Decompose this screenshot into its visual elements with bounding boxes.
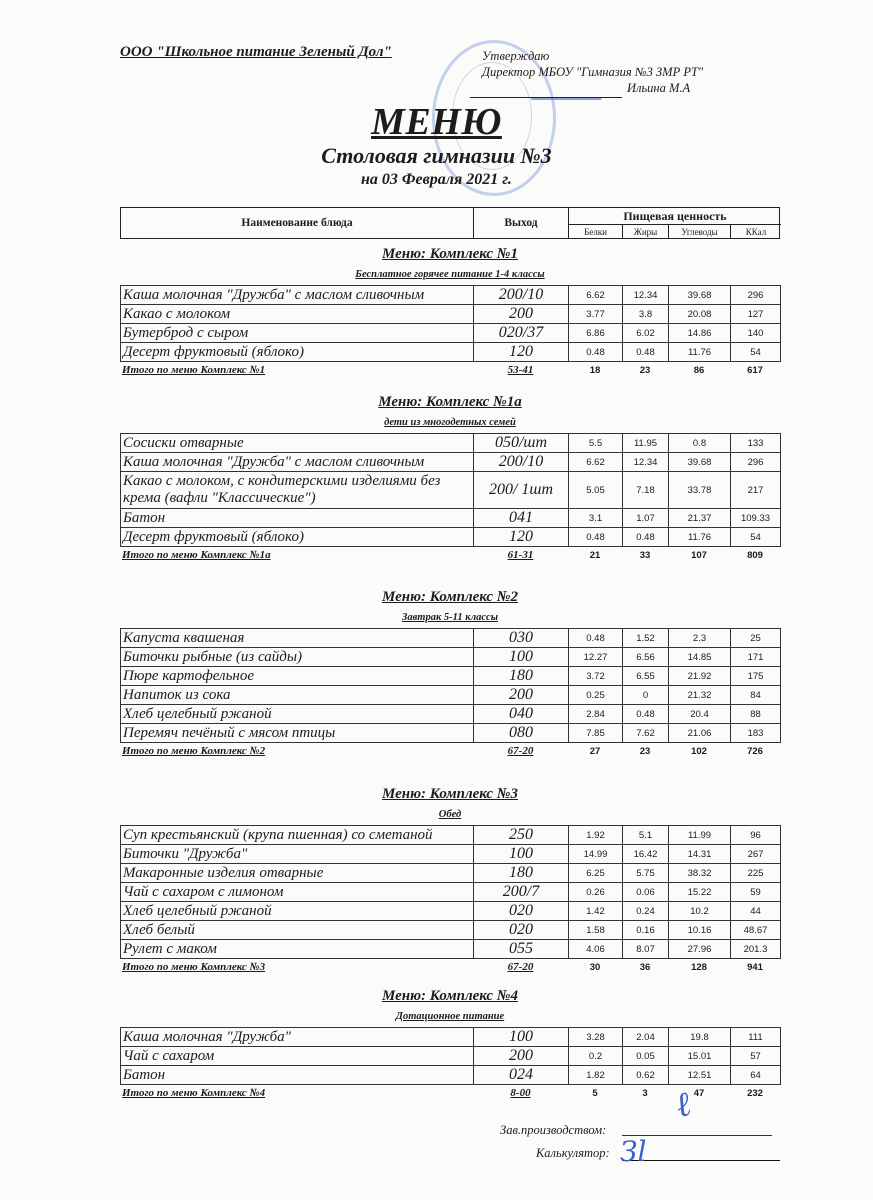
dish-name: Биточки "Дружба": [121, 845, 474, 864]
dish-kcal: 59: [731, 883, 781, 902]
dish-fats: 6.02: [623, 324, 669, 343]
total-fats: 23: [639, 364, 651, 376]
dish-proteins: 14.99: [569, 845, 623, 864]
dish-yield: 180: [474, 864, 569, 883]
dish-yield: 120: [474, 528, 569, 547]
section-subtitle: Завтрак 5-11 классы: [402, 612, 498, 623]
dish-yield: 030: [474, 629, 569, 648]
dish-carbs: 21.92: [669, 667, 731, 686]
dish-carbs: 19.8: [669, 1028, 731, 1047]
director-signature: [531, 78, 609, 100]
total-proteins: 27: [589, 745, 601, 757]
dish-kcal: 88: [731, 705, 781, 724]
total-fats: 3: [642, 1087, 648, 1099]
menu-table: [120, 433, 781, 547]
dish-proteins: 3.72: [569, 667, 623, 686]
dish-carbs: 2.3: [669, 629, 731, 648]
dish-name: Десерт фруктовый (яблоко): [121, 528, 474, 547]
dish-kcal: 84: [731, 686, 781, 705]
table-row: [121, 826, 781, 845]
dish-name: Каша молочная "Дружба": [121, 1028, 474, 1047]
dish-kcal: 64: [731, 1066, 781, 1085]
page-subtitle: Столовая гимназии №3: [321, 143, 552, 168]
dish-fats: 1.52: [623, 629, 669, 648]
table-row: [121, 705, 781, 724]
section-subtitle: Обед: [438, 809, 462, 820]
menu-table: [120, 285, 781, 362]
dish-fats: 7.18: [623, 472, 669, 509]
total-carbs: 86: [693, 364, 705, 376]
dish-kcal: 54: [731, 528, 781, 547]
dish-carbs: 21.32: [669, 686, 731, 705]
dish-carbs: 11.76: [669, 343, 731, 362]
dish-proteins: 1.92: [569, 826, 623, 845]
dish-carbs: 27.96: [669, 940, 731, 959]
dish-name: Какао с молоком, с кондитерскими изделиями без крема (вафли "Классические"): [121, 472, 474, 509]
production-head-signature: ℓ: [671, 1083, 696, 1127]
total-price: 61-31: [507, 549, 534, 561]
dish-fats: 0.24: [623, 902, 669, 921]
dish-kcal: 111: [731, 1028, 781, 1047]
dish-name: Хлеб целебный ржаной: [121, 902, 474, 921]
section-title: Меню: Комплекс №3: [382, 786, 518, 802]
table-row: [121, 453, 781, 472]
dish-name: Чай с сахаром с лимоном: [121, 883, 474, 902]
dish-carbs: 21.37: [669, 509, 731, 528]
total-label: Итого по меню Комплекс №1а: [122, 549, 271, 561]
dish-proteins: 12.27: [569, 648, 623, 667]
dish-carbs: 33.78: [669, 472, 731, 509]
dish-name: Рулет с маком: [121, 940, 474, 959]
dish-kcal: 296: [731, 286, 781, 305]
dish-carbs: 39.68: [669, 286, 731, 305]
dish-carbs: 11.99: [669, 826, 731, 845]
table-row: [121, 686, 781, 705]
dish-fats: 5.1: [623, 826, 669, 845]
total-kcal: 726: [747, 745, 763, 757]
dish-carbs: 39.68: [669, 453, 731, 472]
dish-kcal: 225: [731, 864, 781, 883]
section-title: Меню: Комплекс №1: [382, 246, 518, 262]
dish-proteins: 6.25: [569, 864, 623, 883]
section-title: Меню: Комплекс №1а: [378, 394, 522, 410]
col-header-kcal: ККал: [745, 226, 767, 237]
table-row: [121, 1066, 781, 1085]
dish-yield: 020/37: [474, 324, 569, 343]
table-row: [121, 472, 781, 509]
dish-yield: 020: [474, 921, 569, 940]
dish-name: Капуста квашеная: [121, 629, 474, 648]
table-row: [121, 1028, 781, 1047]
menu-section: [120, 783, 780, 975]
dish-name: Напиток из сока: [121, 686, 474, 705]
dish-proteins: 3.1: [569, 509, 623, 528]
dish-fats: 0.48: [623, 343, 669, 362]
dish-yield: 041: [474, 509, 569, 528]
total-fats: 36: [639, 961, 651, 973]
dish-yield: 100: [474, 845, 569, 864]
total-kcal: 941: [747, 961, 763, 973]
dish-kcal: 54: [731, 343, 781, 362]
total-carbs: 102: [691, 745, 707, 757]
menu-section: [120, 391, 780, 563]
dish-proteins: 1.42: [569, 902, 623, 921]
total-proteins: 30: [589, 961, 601, 973]
total-proteins: 21: [589, 549, 601, 561]
dish-yield: 200/7: [474, 883, 569, 902]
menu-section: [120, 243, 780, 378]
dish-kcal: 267: [731, 845, 781, 864]
dish-yield: 080: [474, 724, 569, 743]
total-fats: 23: [639, 745, 651, 757]
dish-fats: 8.07: [623, 940, 669, 959]
dish-yield: 120: [474, 343, 569, 362]
dish-yield: 055: [474, 940, 569, 959]
section-total-row: [120, 362, 780, 378]
total-label: Итого по меню Комплекс №1: [122, 364, 266, 376]
calculator-label: Калькулятор:: [536, 1146, 610, 1160]
table-row: [121, 286, 781, 305]
section-total-row: [120, 547, 780, 563]
dish-kcal: 96: [731, 826, 781, 845]
dish-fats: 0.48: [623, 705, 669, 724]
dish-yield: 200/10: [474, 286, 569, 305]
dish-name: Перемяч печёный с мясом птицы: [121, 724, 474, 743]
table-row: [121, 528, 781, 547]
dish-fats: 6.56: [623, 648, 669, 667]
dish-fats: 1.07: [623, 509, 669, 528]
dish-name: Пюре картофельное: [121, 667, 474, 686]
dish-proteins: 0.48: [569, 629, 623, 648]
dish-yield: 100: [474, 1028, 569, 1047]
table-row: [121, 648, 781, 667]
dish-fats: 16.42: [623, 845, 669, 864]
dish-fats: 0.48: [623, 528, 669, 547]
total-price: 8-00: [510, 1087, 531, 1099]
production-head-label: Зав.производством:: [500, 1123, 607, 1137]
dish-name: Батон: [121, 1066, 474, 1085]
dish-proteins: 3.77: [569, 305, 623, 324]
dish-kcal: 183: [731, 724, 781, 743]
dish-proteins: 5.5: [569, 434, 623, 453]
menu-table: [120, 825, 781, 959]
dish-yield: 250: [474, 826, 569, 845]
table-row: [121, 629, 781, 648]
dish-carbs: 14.86: [669, 324, 731, 343]
table-row: [121, 305, 781, 324]
dish-kcal: 217: [731, 472, 781, 509]
dish-proteins: 0.48: [569, 343, 623, 362]
table-row: [121, 864, 781, 883]
total-kcal: 809: [747, 549, 763, 561]
dish-yield: 180: [474, 667, 569, 686]
dish-name: Батон: [121, 509, 474, 528]
dish-name: Макаронные изделия отварные: [121, 864, 474, 883]
total-proteins: 18: [589, 364, 601, 376]
dish-carbs: 11.76: [669, 528, 731, 547]
dish-fats: 5.75: [623, 864, 669, 883]
total-kcal: 617: [747, 364, 763, 376]
dish-carbs: 0.8: [669, 434, 731, 453]
section-total-row: [120, 743, 780, 759]
dish-name: Каша молочная "Дружба" с маслом сливочным: [121, 453, 474, 472]
table-row: [121, 724, 781, 743]
section-total-row: [120, 959, 780, 975]
dish-name: Хлеб целебный ржаной: [121, 705, 474, 724]
dish-proteins: 0.2: [569, 1047, 623, 1066]
table-row: [121, 343, 781, 362]
total-label: Итого по меню Комплекс №3: [122, 961, 266, 973]
dish-kcal: 296: [731, 453, 781, 472]
table-row: [121, 883, 781, 902]
dish-fats: 0.16: [623, 921, 669, 940]
dish-fats: 12.34: [623, 453, 669, 472]
dish-kcal: 57: [731, 1047, 781, 1066]
dish-yield: 100: [474, 648, 569, 667]
dish-proteins: 4.06: [569, 940, 623, 959]
dish-name: Хлеб белый: [121, 921, 474, 940]
dish-carbs: 15.01: [669, 1047, 731, 1066]
dish-name: Каша молочная "Дружба" с маслом сливочным: [121, 286, 474, 305]
section-subtitle: дети из многодетных семей: [384, 417, 516, 428]
dish-carbs: 38.32: [669, 864, 731, 883]
dish-name: Биточки рыбные (из сайды): [121, 648, 474, 667]
menu-date: на 03 Февраля 2021 г.: [361, 171, 512, 188]
dish-yield: 040: [474, 705, 569, 724]
menu-table: [120, 628, 781, 743]
dish-fats: 11.95: [623, 434, 669, 453]
table-row: [121, 921, 781, 940]
table-header: [120, 207, 780, 239]
dish-carbs: 20.4: [669, 705, 731, 724]
total-kcal: 232: [747, 1087, 763, 1099]
dish-name: Чай с сахаром: [121, 1047, 474, 1066]
total-price: 67-20: [507, 961, 534, 973]
dish-kcal: 25: [731, 629, 781, 648]
total-price: 67-20: [507, 745, 534, 757]
menu-table: [120, 1027, 781, 1085]
dish-carbs: 14.31: [669, 845, 731, 864]
table-row: [121, 940, 781, 959]
section-title: Меню: Комплекс №2: [382, 589, 518, 605]
dish-yield: 020: [474, 902, 569, 921]
col-header-name: Наименование блюда: [121, 208, 474, 238]
organization-name: ООО "Школьное питание Зеленый Дол": [120, 44, 392, 60]
dish-carbs: 12.51: [669, 1066, 731, 1085]
table-row: [121, 845, 781, 864]
dish-proteins: 5.05: [569, 472, 623, 509]
dish-proteins: 6.86: [569, 324, 623, 343]
table-row: [121, 1047, 781, 1066]
dish-proteins: 7.85: [569, 724, 623, 743]
dish-carbs: 10.2: [669, 902, 731, 921]
dish-proteins: 0.26: [569, 883, 623, 902]
dish-carbs: 10.16: [669, 921, 731, 940]
col-header-nutrition: Пищевая ценность: [569, 208, 781, 225]
calculator-signature: Зl: [620, 1135, 647, 1168]
dish-yield: 200: [474, 1047, 569, 1066]
dish-kcal: 175: [731, 667, 781, 686]
section-subtitle: Дотационное питание: [395, 1011, 505, 1022]
dish-yield: 200: [474, 305, 569, 324]
dish-yield: 200/ 1шт: [474, 472, 569, 509]
dish-proteins: 0.48: [569, 528, 623, 547]
dish-fats: 7.62: [623, 724, 669, 743]
dish-carbs: 15.22: [669, 883, 731, 902]
page-title: МЕНЮ: [371, 101, 502, 143]
col-header-fats: Жиры: [623, 225, 669, 238]
dish-kcal: 133: [731, 434, 781, 453]
dish-kcal: 201.3: [731, 940, 781, 959]
dish-proteins: 3.28: [569, 1028, 623, 1047]
dish-fats: 2.04: [623, 1028, 669, 1047]
dish-name: Бутерброд с сыром: [121, 324, 474, 343]
col-header-yield: Выход: [474, 208, 569, 238]
approval-label: Утверждаю: [482, 49, 550, 63]
menu-section: [120, 586, 780, 759]
dish-fats: 3.8: [623, 305, 669, 324]
dish-proteins: 0.25: [569, 686, 623, 705]
dish-fats: 6.55: [623, 667, 669, 686]
dish-yield: 200/10: [474, 453, 569, 472]
total-fats: 33: [639, 549, 651, 561]
col-header-carbs: Углеводы: [669, 225, 731, 238]
total-price: 53-41: [507, 364, 534, 376]
table-row: [121, 434, 781, 453]
table-row: [121, 509, 781, 528]
dish-kcal: 109.33: [731, 509, 781, 528]
dish-fats: 0.05: [623, 1047, 669, 1066]
dish-carbs: 14.85: [669, 648, 731, 667]
dish-name: Сосиски отварные: [121, 434, 474, 453]
table-row: [121, 902, 781, 921]
total-label: Итого по меню Комплекс №2: [122, 745, 266, 757]
table-row: [121, 667, 781, 686]
total-label: Итого по меню Комплекс №4: [122, 1087, 266, 1099]
dish-proteins: 1.58: [569, 921, 623, 940]
dish-kcal: 171: [731, 648, 781, 667]
dish-yield: 024: [474, 1066, 569, 1085]
dish-fats: 0.06: [623, 883, 669, 902]
dish-fats: 0.62: [623, 1066, 669, 1085]
total-carbs: 47: [693, 1087, 705, 1099]
dish-carbs: 20.08: [669, 305, 731, 324]
dish-kcal: 44: [731, 902, 781, 921]
dish-kcal: 140: [731, 324, 781, 343]
table-row: [121, 324, 781, 343]
approver-title: Директор МБОУ "Гимназия №3 ЗМР РТ": [482, 65, 704, 79]
dish-kcal: 48.67: [731, 921, 781, 940]
total-carbs: 128: [691, 961, 707, 973]
dish-name: Какао с молоком: [121, 305, 474, 324]
dish-fats: 12.34: [623, 286, 669, 305]
section-subtitle: Бесплатное горячее питание 1-4 классы: [355, 269, 545, 280]
dish-name: Десерт фруктовый (яблоко): [121, 343, 474, 362]
total-carbs: 107: [691, 549, 707, 561]
dish-proteins: 6.62: [569, 286, 623, 305]
dish-fats: 0: [623, 686, 669, 705]
dish-yield: 050/шт: [474, 434, 569, 453]
dish-yield: 200: [474, 686, 569, 705]
total-proteins: 5: [592, 1087, 598, 1099]
dish-name: Суп крестьянский (крупа пшенная) со сметаной: [121, 826, 474, 845]
dish-proteins: 6.62: [569, 453, 623, 472]
dish-proteins: 2.84: [569, 705, 623, 724]
approver-name: Ильина М.А: [627, 81, 691, 95]
col-header-proteins: Белки: [569, 225, 623, 238]
section-title: Меню: Комплекс №4: [382, 988, 518, 1004]
dish-proteins: 1.82: [569, 1066, 623, 1085]
dish-carbs: 21.06: [669, 724, 731, 743]
dish-kcal: 127: [731, 305, 781, 324]
